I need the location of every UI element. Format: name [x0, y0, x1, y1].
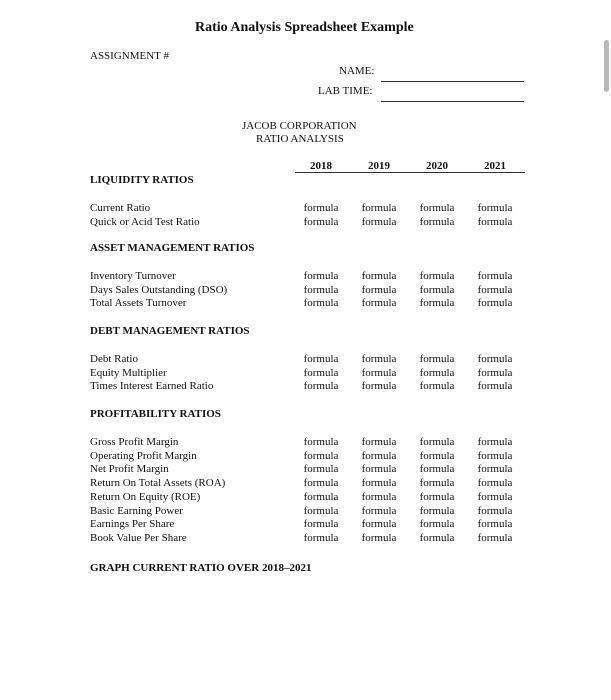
- ratio-label: Return On Total Assets (ROA): [90, 477, 226, 490]
- formula-cell: formula: [303, 436, 339, 448]
- formula-cell: formula: [303, 297, 339, 310]
- formula-cell: formula: [477, 436, 513, 448]
- formula-cell: formula: [419, 477, 455, 490]
- ratio-label: Operating Profit Margin: [90, 449, 197, 462]
- formula-cell: formula: [477, 504, 513, 517]
- formula-cell: formula: [419, 202, 455, 214]
- formula-cell: formula: [419, 366, 455, 379]
- formula-cell: formula: [477, 477, 513, 490]
- formula-cell: formula: [303, 463, 339, 476]
- formula-cell: formula: [477, 283, 513, 296]
- section-heading: LIQUIDITY RATIOS: [90, 174, 194, 186]
- formula-cell: formula: [477, 353, 513, 365]
- name-label: NAME:: [339, 65, 375, 77]
- formula-cell: formula: [361, 531, 397, 544]
- year-header: 2019: [368, 160, 390, 172]
- ratio-label: Return On Equity (ROE): [90, 490, 201, 503]
- formula-cell: formula: [361, 436, 397, 448]
- formula-cell: formula: [303, 283, 339, 296]
- section-heading: ASSET MANAGEMENT RATIOS: [90, 242, 255, 254]
- formula-cell: formula: [419, 490, 455, 503]
- formula-cell: formula: [361, 463, 397, 476]
- formula-cell: formula: [477, 449, 513, 462]
- ratio-label: Debt Ratio: [90, 353, 138, 365]
- ratio-label: Quick or Acid Test Ratio: [90, 215, 200, 228]
- formula-cell: formula: [303, 202, 339, 214]
- formula-cell: formula: [361, 490, 397, 503]
- formula-cell: formula: [361, 477, 397, 490]
- formula-cell: formula: [303, 270, 339, 282]
- formula-cell: formula: [419, 504, 455, 517]
- formula-cell: formula: [477, 366, 513, 379]
- formula-cell: formula: [477, 490, 513, 503]
- vertical-scrollbar[interactable]: [604, 40, 609, 92]
- formula-cell: formula: [419, 531, 455, 544]
- formula-cell: formula: [361, 366, 397, 379]
- formula-cell: formula: [477, 531, 513, 544]
- formula-cell: formula: [303, 366, 339, 379]
- name-line: [381, 81, 524, 82]
- formula-cell: formula: [419, 463, 455, 476]
- formula-cell: formula: [419, 380, 455, 393]
- section-heading: PROFITABILITY RATIOS: [90, 408, 221, 420]
- formula-cell: formula: [477, 463, 513, 476]
- formula-cell: formula: [419, 297, 455, 310]
- year-header: 2020: [426, 160, 448, 172]
- formula-cell: formula: [303, 504, 339, 517]
- formula-cell: formula: [303, 449, 339, 462]
- ratio-label: Total Assets Turnover: [90, 297, 187, 310]
- formula-cell: formula: [303, 380, 339, 393]
- page-title: Ratio Analysis Spreadsheet Example: [195, 20, 414, 35]
- formula-cell: formula: [419, 283, 455, 296]
- formula-cell: formula: [361, 270, 397, 282]
- year-header: 2021: [484, 160, 506, 172]
- formula-cell: formula: [303, 518, 339, 531]
- formula-cell: formula: [361, 297, 397, 310]
- lab-time-line: [381, 101, 524, 102]
- assignment-label: ASSIGNMENT #: [90, 50, 169, 62]
- formula-cell: formula: [361, 380, 397, 393]
- ratio-label: Book Value Per Share: [90, 531, 187, 544]
- formula-cell: formula: [419, 270, 455, 282]
- formula-cell: formula: [361, 215, 397, 228]
- formula-cell: formula: [303, 215, 339, 228]
- formula-cell: formula: [477, 297, 513, 310]
- ratio-label: Days Sales Outstanding (DSO): [90, 283, 228, 296]
- formula-cell: formula: [477, 215, 513, 228]
- ratio-label: Inventory Turnover: [90, 270, 176, 282]
- formula-cell: formula: [419, 518, 455, 531]
- formula-cell: formula: [419, 215, 455, 228]
- ratio-label: Earnings Per Share: [90, 518, 175, 531]
- formula-cell: formula: [419, 436, 455, 448]
- section-heading: DEBT MANAGEMENT RATIOS: [90, 325, 250, 337]
- ratio-label: Basic Earning Power: [90, 504, 183, 517]
- ratio-label: Times Interest Earned Ratio: [90, 380, 214, 393]
- formula-cell: formula: [361, 353, 397, 365]
- ratio-label: Net Profit Margin: [90, 463, 169, 476]
- ratio-label: Equity Multiplier: [90, 366, 167, 379]
- formula-cell: formula: [303, 531, 339, 544]
- ratio-label: Current Ratio: [90, 202, 151, 214]
- company-name: JACOB CORPORATION: [242, 120, 357, 132]
- report-subtitle: RATIO ANALYSIS: [256, 133, 344, 145]
- formula-cell: formula: [419, 449, 455, 462]
- formula-cell: formula: [477, 202, 513, 214]
- formula-cell: formula: [361, 504, 397, 517]
- formula-cell: formula: [477, 270, 513, 282]
- graph-instruction: GRAPH CURRENT RATIO OVER 2018–2021: [90, 562, 312, 574]
- formula-cell: formula: [477, 380, 513, 393]
- formula-cell: formula: [303, 490, 339, 503]
- year-header: 2018: [310, 160, 332, 172]
- formula-cell: formula: [361, 202, 397, 214]
- formula-cell: formula: [303, 477, 339, 490]
- formula-cell: formula: [303, 353, 339, 365]
- formula-cell: formula: [419, 353, 455, 365]
- header-rule: [295, 172, 525, 173]
- formula-cell: formula: [361, 449, 397, 462]
- ratio-label: Gross Profit Margin: [90, 436, 179, 448]
- lab-time-label: LAB TIME:: [318, 85, 373, 97]
- formula-cell: formula: [361, 518, 397, 531]
- formula-cell: formula: [477, 518, 513, 531]
- formula-cell: formula: [361, 283, 397, 296]
